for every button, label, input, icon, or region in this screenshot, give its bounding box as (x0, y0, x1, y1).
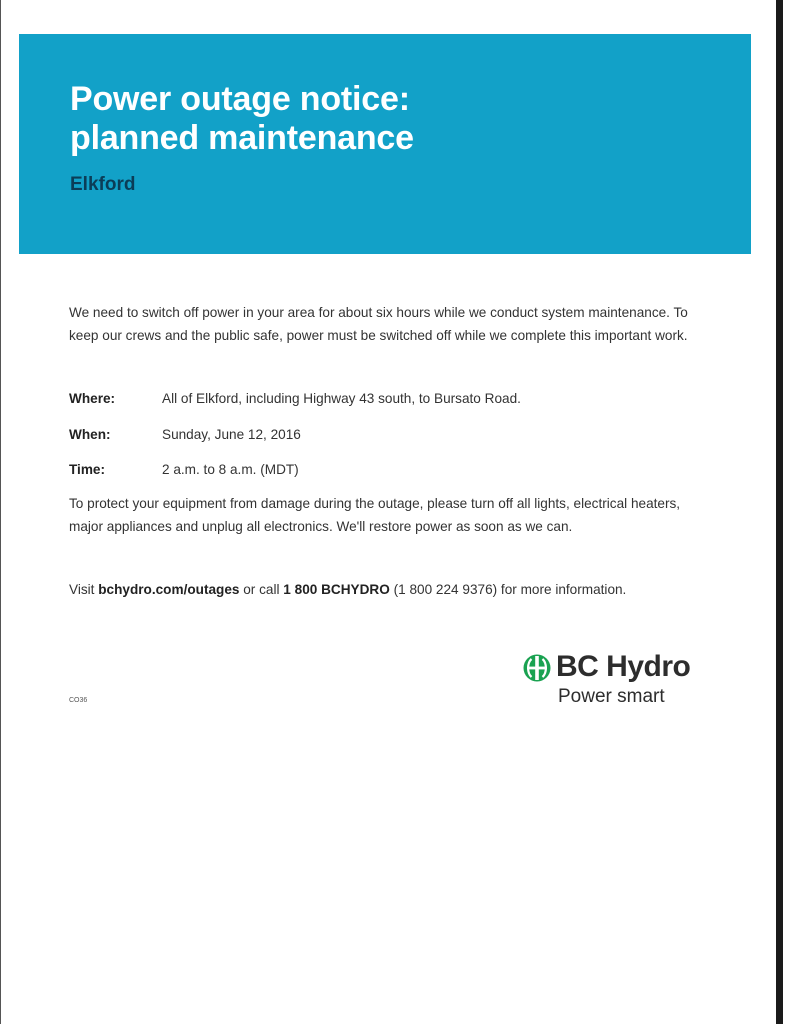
outages-link[interactable]: bchydro.com/outages (98, 582, 240, 597)
document-code: CO36 (69, 697, 88, 704)
bc-hydro-logo (522, 648, 707, 712)
notice-title: Power outage notice: planned maintenance (70, 80, 414, 157)
time-label: Time: (69, 462, 106, 477)
where-value: All of Elkford, including Highway 43 south, to Bursato Road. (162, 391, 521, 406)
detail-time (69, 460, 709, 480)
bc-hydro-globe-icon (522, 653, 552, 683)
where-label: Where: (69, 391, 116, 406)
logo-name: BC Hydro (556, 650, 691, 683)
logo-tagline: Power smart (558, 686, 665, 707)
when-value: Sunday, June 12, 2016 (162, 427, 301, 442)
notice-banner (19, 34, 751, 254)
contact-suffix: (1 800 224 9376) for more information. (389, 582, 627, 597)
when-label: When: (69, 427, 111, 442)
intro-paragraph: We need to switch off power in your area for about six hours while we conduct system maintenance. To keep our crews and the public safe, power must be switched off while we complete this important work. (69, 305, 688, 343)
contact-prefix: Visit (69, 582, 99, 597)
time-value: 2 a.m. to 8 a.m. (MDT) (162, 462, 299, 477)
detail-when (69, 425, 709, 445)
detail-where (69, 389, 709, 409)
advice-paragraph: To protect your equipment from damage during the outage, please turn off all lights, electrical heaters, major appliances and unplug all electronics. We'll restore power as soon as we can. (69, 496, 681, 534)
phone-number: 1 800 BCHYDRO (283, 582, 390, 597)
notice-location: Elkford (70, 174, 136, 195)
contact-paragraph (69, 579, 709, 602)
contact-middle: or call (239, 582, 284, 597)
